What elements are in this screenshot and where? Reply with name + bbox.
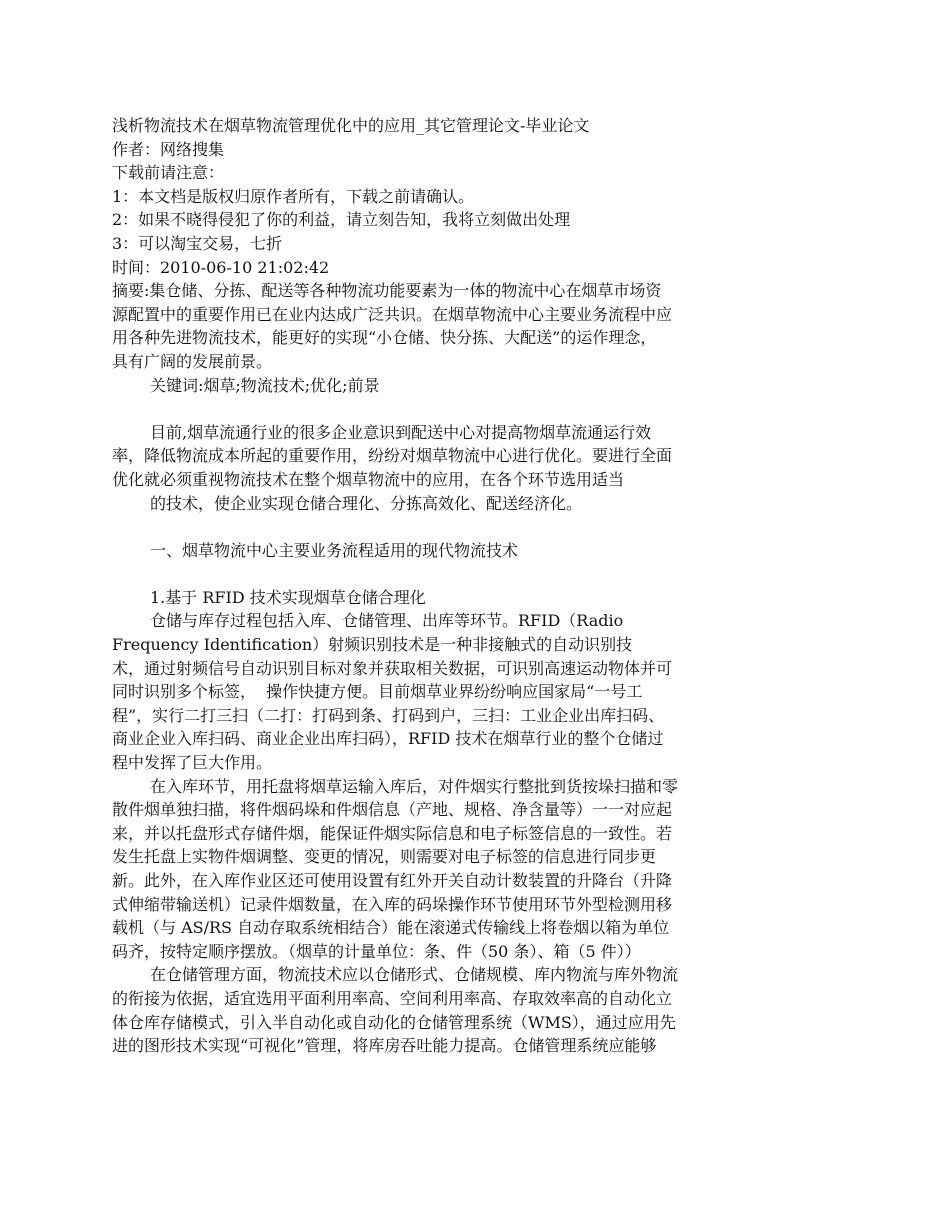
blank-line [112,562,780,586]
subsection-heading: 1.基于 RFID 技术实现烟草仓储合理化 [150,587,426,607]
paragraph-line: 进的图形技术实现“可视化”管理，将库房吞吐能力提高。仓储管理系统应能够 [112,1036,657,1056]
abstract-line: 用各种先进物流技术，能更好的实现“小仓储、快分拣、大配送”的运作理念， [112,328,657,348]
paragraph-line: Frequency Identification）射频识别技术是一种非接触式的自动识别技 [112,635,633,655]
intro-line: 目前,烟草流通行业的很多企业意识到配送中心对提高物烟草流通运行效 [150,422,652,442]
paragraph-line: 体仓库存储模式，引入半自动化或自动化的仓储管理系统（WMS），通过应用先 [112,1012,676,1032]
paragraph-line: 新。此外，在入库作业区还可使用设置有红外开关自动计数装置的升降台（升降 [112,871,673,890]
abstract-line: 具有广阔的发展前景。 [112,351,273,371]
paragraph-line: 散件烟单独扫描，将件烟码垛和件烟信息（产地、规格、净含量等）一一对应起 [112,800,673,820]
notice-heading: 下载前请注意： [112,163,225,183]
abstract-line: 摘要:集仓储、分拣、配送等各种物流功能要素为一体的物流中心在烟草市场资 [112,281,662,301]
section-heading: 一、烟草物流中心主要业务流程适用的现代物流技术 [150,540,519,560]
paragraph-line: 商业企业入库扫码、商业企业出库扫码），RFID 技术在烟草行业的整个仓储过 [112,729,664,749]
intro-line: 优化就必须重视物流技术在整个烟草物流中的应用，在各个环节选用适当 [112,469,625,489]
paragraph-line: 的衔接为依据，适宜选用平面利用率高、空间利用率高、存取效率高的自动化立 [112,988,673,1008]
document-page [112,114,780,1058]
paragraph-line: 发生托盘上实物件烟调整、变更的情况，则需要对电子标签的信息进行同步更 [112,847,657,867]
document-title: 浅析物流技术在烟草物流管理优化中的应用_其它管理论文-毕业论文 [112,116,590,135]
paragraph-line: 程”，实行二打三扫（二打：打码到条、打码到户，三扫：工业企业出库扫码、 [112,705,665,725]
paragraph-line: 同时识别多个标签， 操作快捷方便。目前烟草业界纷纷响应国家局“一号工 [112,682,643,702]
paragraph-line: 仓储与库存过程包括入库、仓储管理、出库等环节。RFID（Radio [150,611,624,631]
abstract-line: 源配置中的重要作用已在业内达成广泛共识。在烟草物流中心主要业务流程中应 [112,304,673,324]
keywords-line: 关键词:烟草;物流技术;优化;前景 [150,375,380,395]
paragraph-line: 在入库环节，用托盘将烟草运输入库后，对件烟实行整批到货按垛扫描和零 [150,776,679,796]
notice-item: 1：本文档是版权归原作者所有，下载之前请确认。 [112,186,475,206]
paragraph-line: 程中发挥了巨大作用。 [112,753,273,773]
author-line: 作者：网络搜集 [112,139,225,159]
notice-item: 3：可以淘宝交易，七折 [112,233,283,253]
paragraph-line: 术，通过射频信号自动识别目标对象并获取相关数据，可识别高速运动物体并可 [112,658,673,678]
intro-line: 的技术，使企业实现仓储合理化、分拣高效化、配送经济化。 [150,493,583,513]
paragraph-line: 式伸缩带输送机）记录件烟数量，在入库的码垛操作环节使用环节外型检测用移 [112,894,673,914]
blank-line [112,515,780,539]
paragraph-line: 载机（与 AS/RS 自动存取系统相结合）能在滚递式传输线上将卷烟以箱为单位 [112,918,670,938]
paragraph-line: 码齐，按特定顺序摆放。（烟草的计量单位：条、件（50 条）、箱（5 件）） [112,941,641,961]
time-line: 时间：2010-06-10 21:02:42 [112,257,330,277]
paragraph-line: 来，并以托盘形式存储件烟，能保证件烟实际信息和电子标签信息的一致性。若 [112,823,673,843]
intro-line: 率，降低物流成本所起的重要作用，纷纷对烟草物流中心进行优化。要进行全面 [112,446,673,466]
paragraph-line: 在仓储管理方面，物流技术应以仓储形式、仓储规模、库内物流与库外物流 [150,965,679,985]
blank-line [112,397,780,421]
notice-item: 2：如果不晓得侵犯了你的利益，请立刻告知，我将立刻做出处理 [112,210,571,230]
